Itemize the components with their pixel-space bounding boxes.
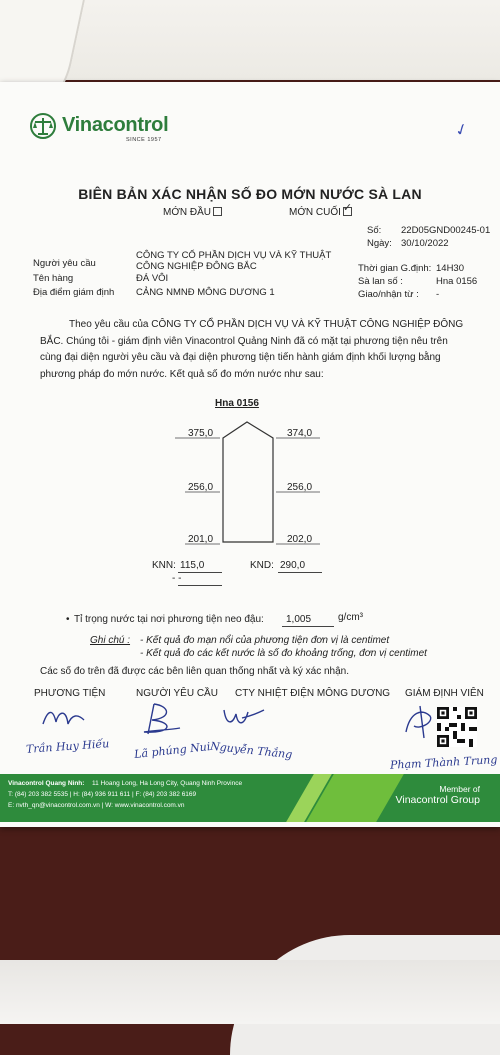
aft-left-draft: 201,0 [188,534,214,545]
checkbox-mon-dau [213,207,222,216]
logo-text: Vinacontrol [62,114,169,136]
giao-nhan-value: - [436,289,440,300]
document-title: BIÊN BẢN XÁC NHẬN SỐ ĐO MỚN NƯỚC SÀ LAN [78,186,422,202]
so-value: 22D05GND00245-01 [401,225,491,236]
sa-lan-value: Hna 0156 [436,276,478,287]
nguoi-yeu-cau-label: Người yêu cầu [33,258,96,269]
sig-heading-nguoi-yeu-cau: NGƯỜI YÊU CẦU [136,688,218,699]
fore-left-draft: 375,0 [188,428,214,439]
knn-label: KNN: [152,560,176,571]
signature-giam-dinh [400,702,440,742]
dia-diem-label: Địa điểm giám định [33,287,115,298]
option-mon-dau [163,207,222,218]
thoi-gian-value: 14H30 [436,263,464,274]
pen-check-mark: ✓ [452,120,472,141]
fore-right-draft: 374,0 [287,428,313,439]
ten-hang-label: Tên hàng [33,273,74,284]
checkbox-mon-cuoi [343,207,352,216]
knd-underline [278,572,322,573]
name-nguoi-yeu-cau: Lã phúng Nui [133,740,211,761]
member-of-group [396,784,480,806]
barge-outline [160,394,360,554]
thoi-gian-label: Thời gian G.định: [358,263,432,274]
notes-line2: - Kết quả đo các kết nước là số đo khoảng trống, đơn vị centimet [140,648,427,659]
signature-nguoi-yeu-cau [136,700,186,740]
signature-phuong-tien [38,704,88,734]
dia-diem-value: CẢNG NMNĐ MÔNG DƯƠNG 1 [136,287,275,298]
mid-left-draft: 256,0 [188,482,214,493]
background-cloth-bottom [0,960,500,1024]
so-label: Số: [367,225,382,236]
knn-underline [178,572,222,573]
logo-since: SINCE 1957 [126,137,162,143]
sig-heading-giam-dinh: GIÁM ĐỊNH VIÊN [405,688,484,699]
knd-value: 290,0 [280,560,306,571]
ngay-label: Ngày: [367,238,392,249]
density-label: Tỉ trọng nước tại nơi phương tiện neo đậu: [74,614,264,625]
nguoi-yeu-cau-line1: CÔNG TY CỔ PHẦN DỊCH VỤ VÀ KỸ THUẬT [136,250,332,261]
giao-nhan-label: Giao/nhận từ : [358,289,419,300]
qr-code-icon [437,707,477,747]
sa-lan-label: Sà lan số : [358,276,403,287]
notes-line1: - Kết quả đo mạn nổi của phương tiện đơn vị là centimet [140,635,390,646]
footer-company: Vinacontrol Quang Ninh: [8,780,85,787]
dash-underline [178,585,222,586]
ship-name: Hna 0156 [215,398,259,409]
member-line2: Vinacontrol Group [395,794,480,806]
ngay-value: 30/10/2022 [401,238,449,249]
member-line1: Member of [439,784,480,794]
knd-label: KND: [250,560,274,571]
aft-right-draft: 202,0 [287,534,313,545]
density-unit: g/cm³ [338,612,363,623]
footer-phones: T: (84) 203 382 5535 | H: (84) 936 911 611 | F: (84) 203 382 6169 [8,791,197,798]
mid-right-draft: 256,0 [287,482,313,493]
footer-address: 11 Hoang Long, Ha Long City, Quang Ninh Province [92,780,243,787]
footer-email: E: nvth_qn@vinacontrol.com.vn | W: www.vinacontrol.com.vn [8,802,185,809]
knn-value: 115,0 [180,560,205,571]
notes-label: Ghi chú : [90,635,131,646]
nguoi-yeu-cau-line2: CÔNG NGHIỆP ĐÔNG BẮC [136,261,257,272]
name-phuong-tien: Trần Huy Hiếu [25,737,110,756]
name-cty: Nguyễn Thắng [209,739,293,762]
density-value: 1,005 [286,614,312,625]
name-giam-dinh: Phạm Thành Trung [389,753,498,772]
sig-heading-cty: CTY NHIỆT ĐIỆN MÔNG DƯƠNG [235,688,391,699]
dash-value: - - [172,573,182,584]
option-mon-cuoi-label: MỚN CUỐI [289,207,341,218]
density-bullet: • [66,614,70,625]
scale-logo-icon [28,112,58,140]
density-underline [282,626,334,627]
option-mon-dau-label: MỚN ĐẦU [163,207,212,218]
intro-paragraph: Theo yêu cầu của CÔNG TY CỔ PHẦN DỊCH VỤ VÀ KỸ THUẬT CÔNG NGHIỆP ĐÔNG BẮC. Chúng tôi - giám định viên Vinacontrol Quảng Ninh đã có mặt tại phương tiện nêu trên cùng đại diện người yêu cầu và đại diện phương tiện tiến hành giám định khối lượng bằng phương pháp đo mớn nước. Kết quả số đo mớn nước như sau: [40,319,464,380]
sig-heading-phuong-tien: PHƯƠNG TIỆN [34,688,106,699]
barge-draft-diagram [160,394,360,554]
signature-cty [220,704,270,734]
option-mon-cuoi [289,207,352,218]
ten-hang-value: ĐÁ VÔI [136,273,169,284]
document-footer [0,774,500,822]
agreement-text: Các số đo trên đã được các bên liên quan thống nhất và ký xác nhận. [40,666,350,677]
document-sheet [0,82,500,827]
